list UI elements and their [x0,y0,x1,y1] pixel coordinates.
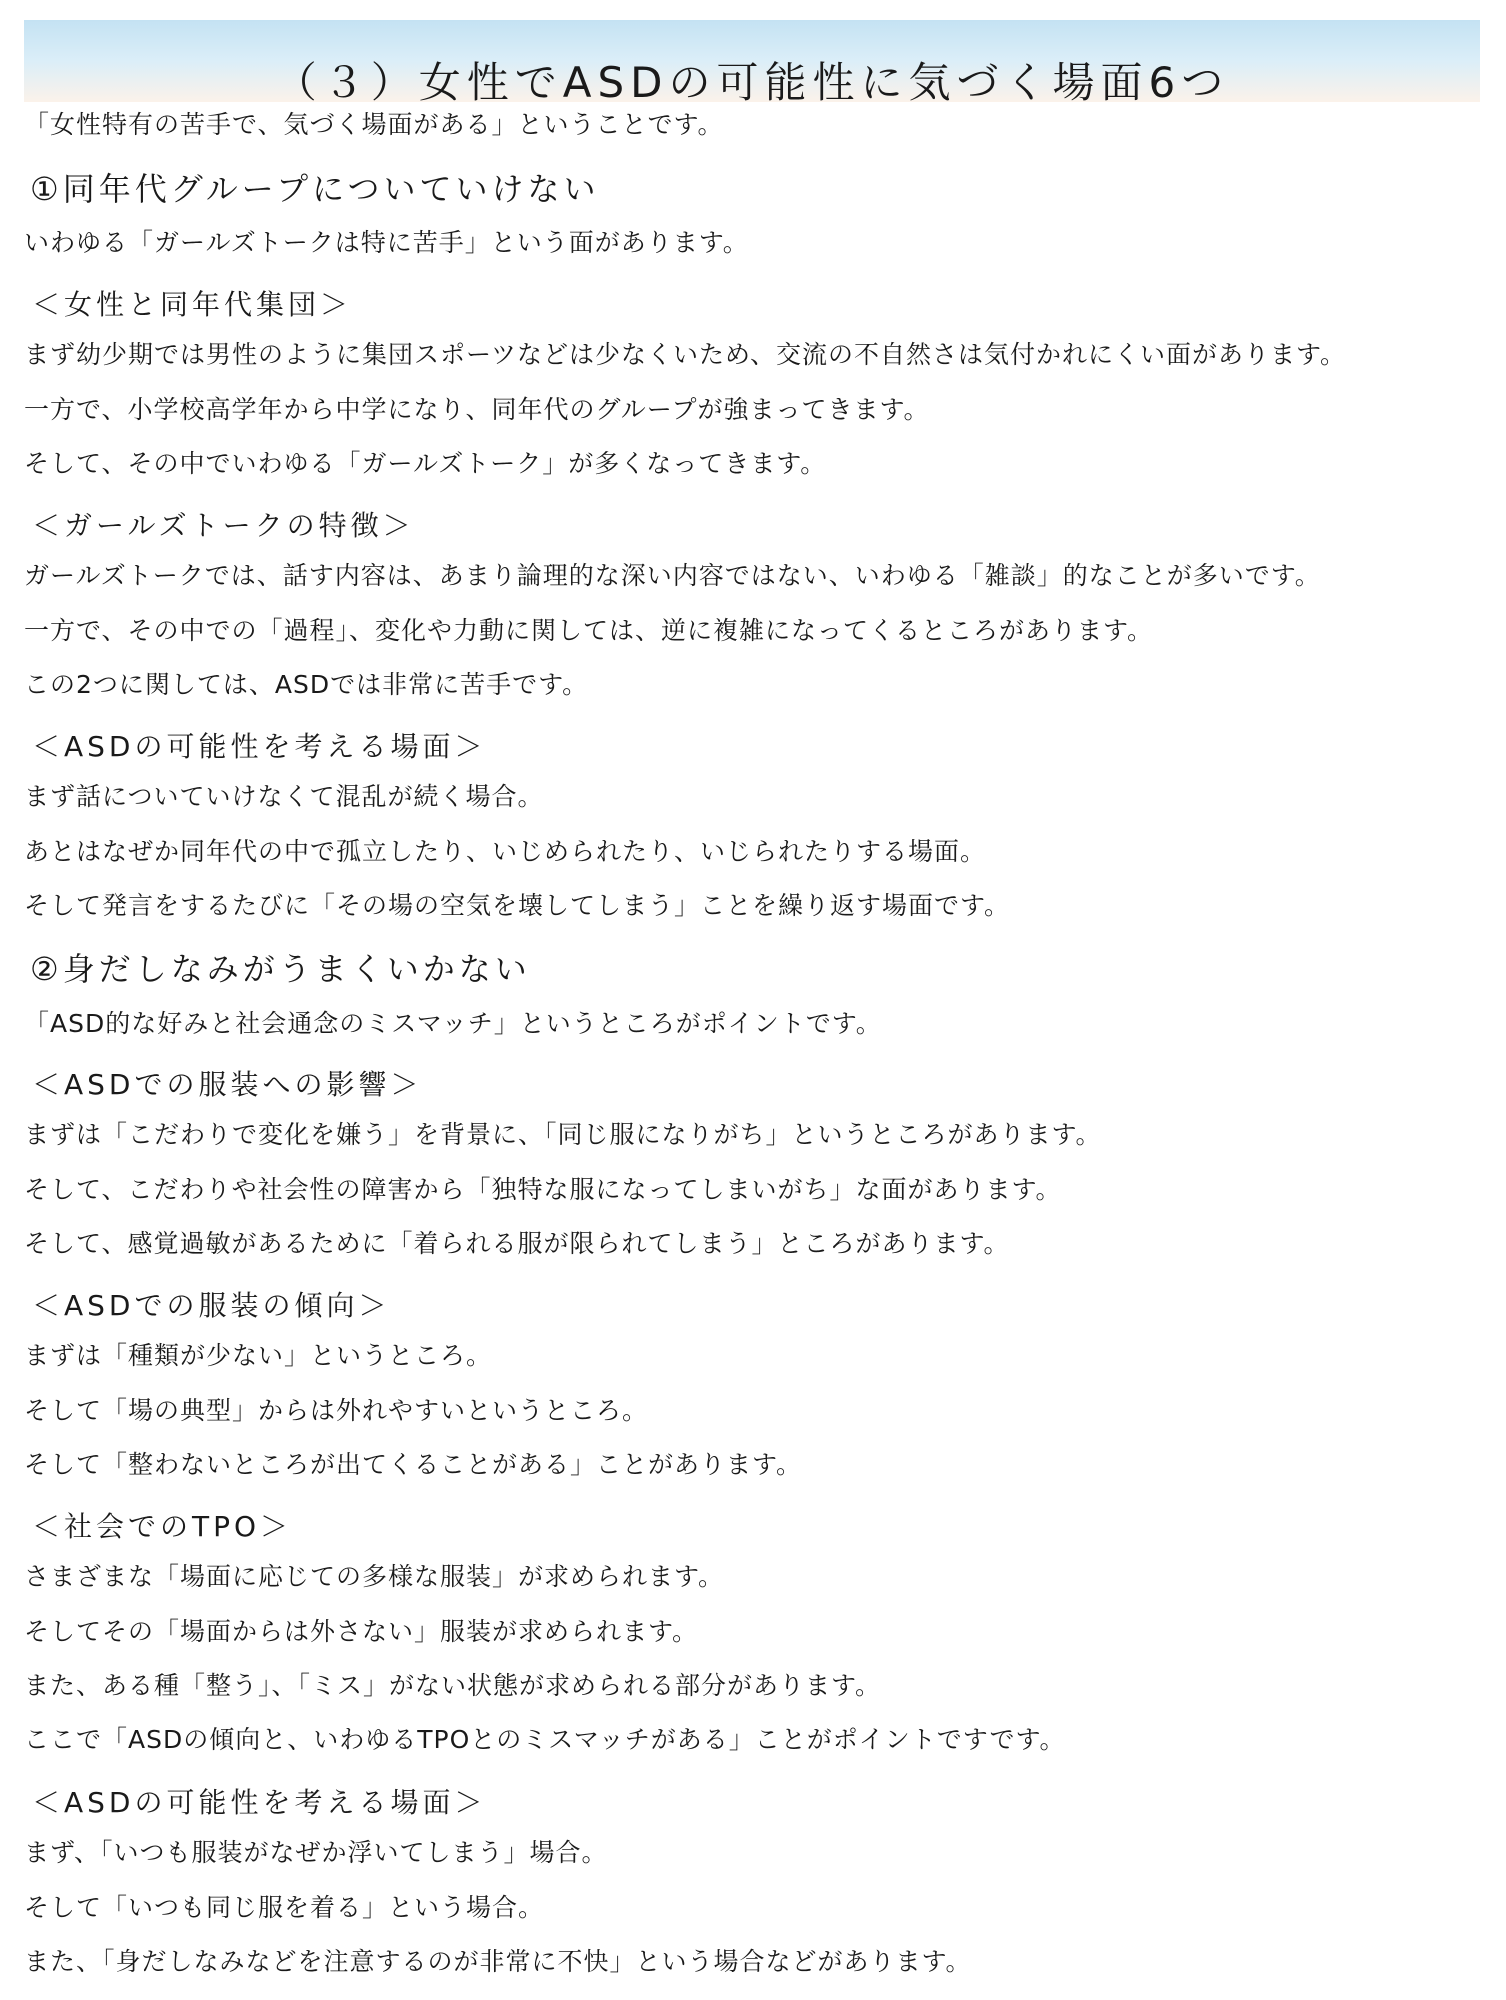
intro-line: 「女性特有の苦手で、気づく場面がある」ということです。 [24,110,724,139]
body-line: さまざまな「場面に応じての多様な服装」が求められます。 [24,1562,725,1591]
body-line: そしてその「場面からは外さない」服装が求められます。 [24,1617,699,1646]
page-title: （３）女性でASDの可能性に気づく場面6つ [274,58,1230,107]
body-line: そして、その中でいわゆる「ガールズトーク」が多くなってきます。 [24,449,827,478]
body-line: また、「身だしなみなどを注意するのが非常に不快」という場合などがあります。 [24,1947,972,1976]
body-line: ここで「ASDの傾向と、いわゆるTPOとのミスマッチがある」ことがポイントですです。 [24,1725,1066,1754]
body-line: そして「整わないところが出てくることがある」ことがあります。 [24,1450,803,1479]
subheading: ＜社会でのTPO＞ [32,1510,293,1543]
body-line: そして「いつも同じ服を着る」という場合。 [24,1893,545,1922]
body-line: そして、こだわりや社会性の障害から「独特な服になってしまいがち」な面があります。 [24,1175,1062,1204]
section-heading-2: ②身だしなみがうまくいかない [30,950,531,988]
subheading: ＜女性と同年代集団＞ [32,288,353,321]
subheading: ＜ASDの可能性を考える場面＞ [32,1786,487,1819]
body-line: 「ASD的な好みと社会通念のミスマッチ」というところがポイントです。 [24,1009,882,1038]
body-line: まず話についていけなくて混乱が続く場合。 [24,782,544,811]
subheading: ＜ASDでの服装の傾向＞ [32,1289,391,1322]
body-line: まずは「こだわりで変化を嫌う」を背景に、「同じ服になりがち」というところがあります。 [24,1120,1102,1149]
body-line: まず、「いつも服装がなぜか浮いてしまう」場合。 [24,1838,608,1867]
subheading: ＜ガールズトークの特徴＞ [32,509,415,542]
body-line: あとはなぜか同年代の中で孤立したり、いじめられたり、いじられたりする場面。 [24,837,987,866]
body-line: そして「場の典型」からは外れやすいというところ。 [24,1396,649,1425]
body-line: また、ある種「整う」、「ミス」がない状態が求められる部分があります。 [24,1671,882,1700]
title-banner [24,20,1480,107]
body-line: 一方で、その中での「過程」、変化や力動に関しては、逆に複雑になってくるところがあります。 [24,616,1154,645]
body-line: いわゆる「ガールズトークは特に苦手」という面があります。 [24,228,749,257]
body-line: ガールズトークでは、話す内容は、あまり論理的な深い内容ではない、いわゆる「雑談」的なことが多いです。 [24,561,1321,590]
body-line: この2つに関しては、ASDでは非常に苦手です。 [24,670,589,699]
subheading: ＜ASDの可能性を考える場面＞ [32,730,487,763]
body-line: まずは「種類が少ない」というところ。 [24,1341,493,1370]
body-line: そして発言をするたびに「その場の空気を壊してしまう」ことを繰り返す場面です。 [24,891,1011,920]
body-line: そして、感覚過敏があるために「着られる服が限られてしまう」ところがあります。 [24,1229,1010,1258]
body-line: まず幼少期では男性のように集団スポーツなどは少なくいため、交流の不自然さは気付かれにくい面があります。 [24,340,1347,369]
subheading: ＜ASDでの服装への影響＞ [32,1068,423,1101]
section-heading-1: ①同年代グループについていけない [30,170,600,208]
body-line: 一方で、小学校高学年から中学になり、同年代のグループが強まってきます。 [24,395,930,424]
